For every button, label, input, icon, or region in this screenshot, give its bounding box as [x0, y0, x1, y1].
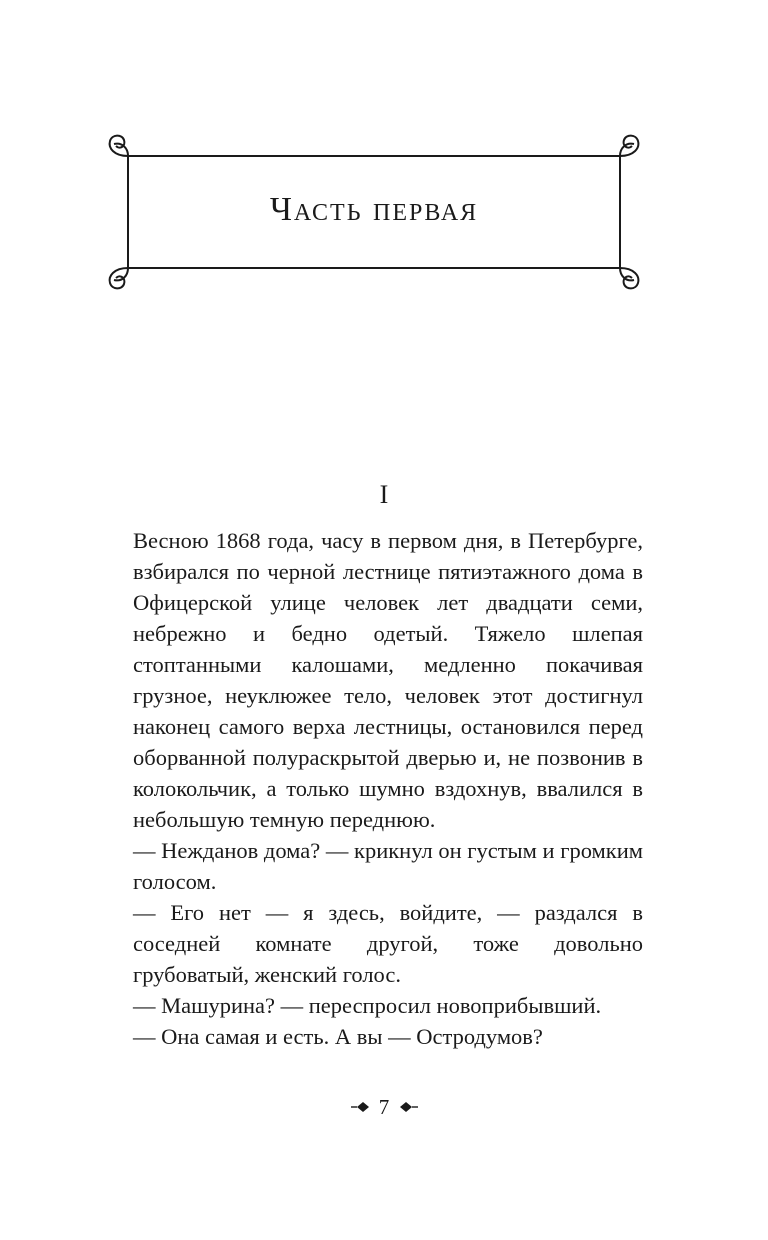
dialogue-line: — Она самая и есть. А вы — Остродумов? — [133, 1024, 543, 1049]
dialogue-line: — Машурина? — переспросил новоприбывший. — [133, 993, 602, 1018]
dialogue-line: — Нежданов дома? — крикнул он густым и громким голосом. — [133, 838, 643, 894]
page-number: 7 — [378, 1095, 390, 1120]
part-title: Часть первая — [269, 191, 479, 228]
chapter-text — [133, 525, 643, 1052]
page-footer — [0, 1092, 768, 1120]
left-ornament-icon — [351, 1101, 371, 1113]
chapter-number: I — [379, 480, 389, 509]
right-ornament-icon — [398, 1101, 418, 1113]
dialogue-line: — Его нет — я здесь, войдите, — раздался в соседней комнате другой, тоже довольно грубоватый, женский голос. — [133, 900, 643, 987]
part-title-frame — [100, 128, 648, 296]
paragraph: Весною 1868 года, часу в первом дня, в Петербурге, взбирался по черной лестнице пятиэтажного дома в Офицерской улице человек лет двадцати семи, небрежно и бедно одетый. Тяжело шлепая стоптанными калошами, медленно покачивая грузное, неуклюжее тело, человек этот достигнул наконец самого верха лестницы, остановился перед оборванной полураскрытой дверью и, не позвонив в колокольчик, а только шумно вздохнув, ввалился в небольшую темную переднюю. — [133, 528, 643, 832]
